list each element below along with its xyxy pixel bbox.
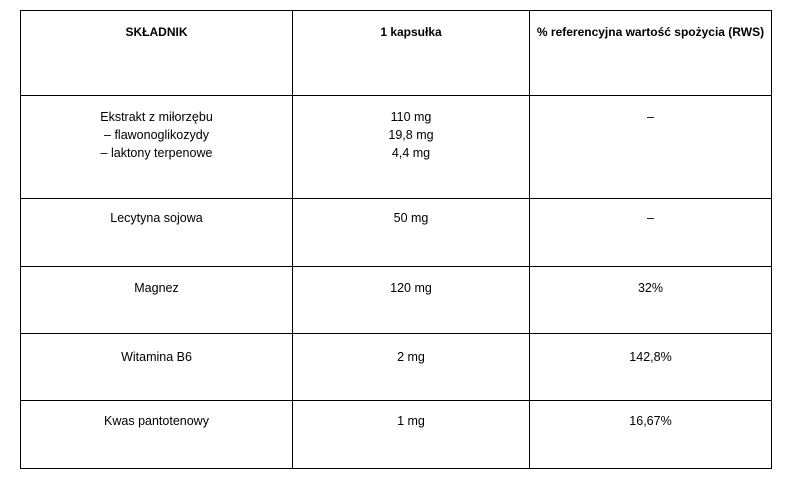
rws-cell: – [530,96,772,199]
rws-cell: 142,8% [530,334,772,401]
header-per-capsule: 1 kapsułka [293,11,530,96]
table-row [21,267,772,334]
ingredient-cell: Kwas pantotenowy [21,401,293,469]
amount-cell: 120 mg [293,267,530,334]
ingredient-cell: Magnez [21,267,293,334]
header-rws: % referencyjna wartość spożycia (RWS) [530,11,772,96]
amount-cell: 1 mg [293,401,530,469]
rws-cell: 16,67% [530,401,772,469]
table-row [21,96,772,199]
ingredient-line: Ekstrakt z miłorzębu [100,110,213,124]
table-row [21,334,772,401]
amount-cell: 2 mg [293,334,530,401]
ingredient-line: – laktony terpenowe [100,146,213,160]
table-row [21,401,772,469]
table-header-row [21,11,772,96]
ingredient-cell [21,96,293,199]
ingredient-line: – flawonoglikozydy [104,128,209,142]
amount-line: 110 mg [390,110,432,124]
amount-cell: 50 mg [293,199,530,267]
table-row [21,199,772,267]
amount-line: 4,4 mg [391,146,431,160]
amount-line: 19,8 mg [388,128,434,142]
rws-cell: – [530,199,772,267]
header-ingredient: SKŁADNIK [21,11,293,96]
rws-cell: 32% [530,267,772,334]
ingredient-cell: Lecytyna sojowa [21,199,293,267]
nutrition-table [20,10,772,469]
amount-cell [293,96,530,199]
ingredient-cell: Witamina B6 [21,334,293,401]
